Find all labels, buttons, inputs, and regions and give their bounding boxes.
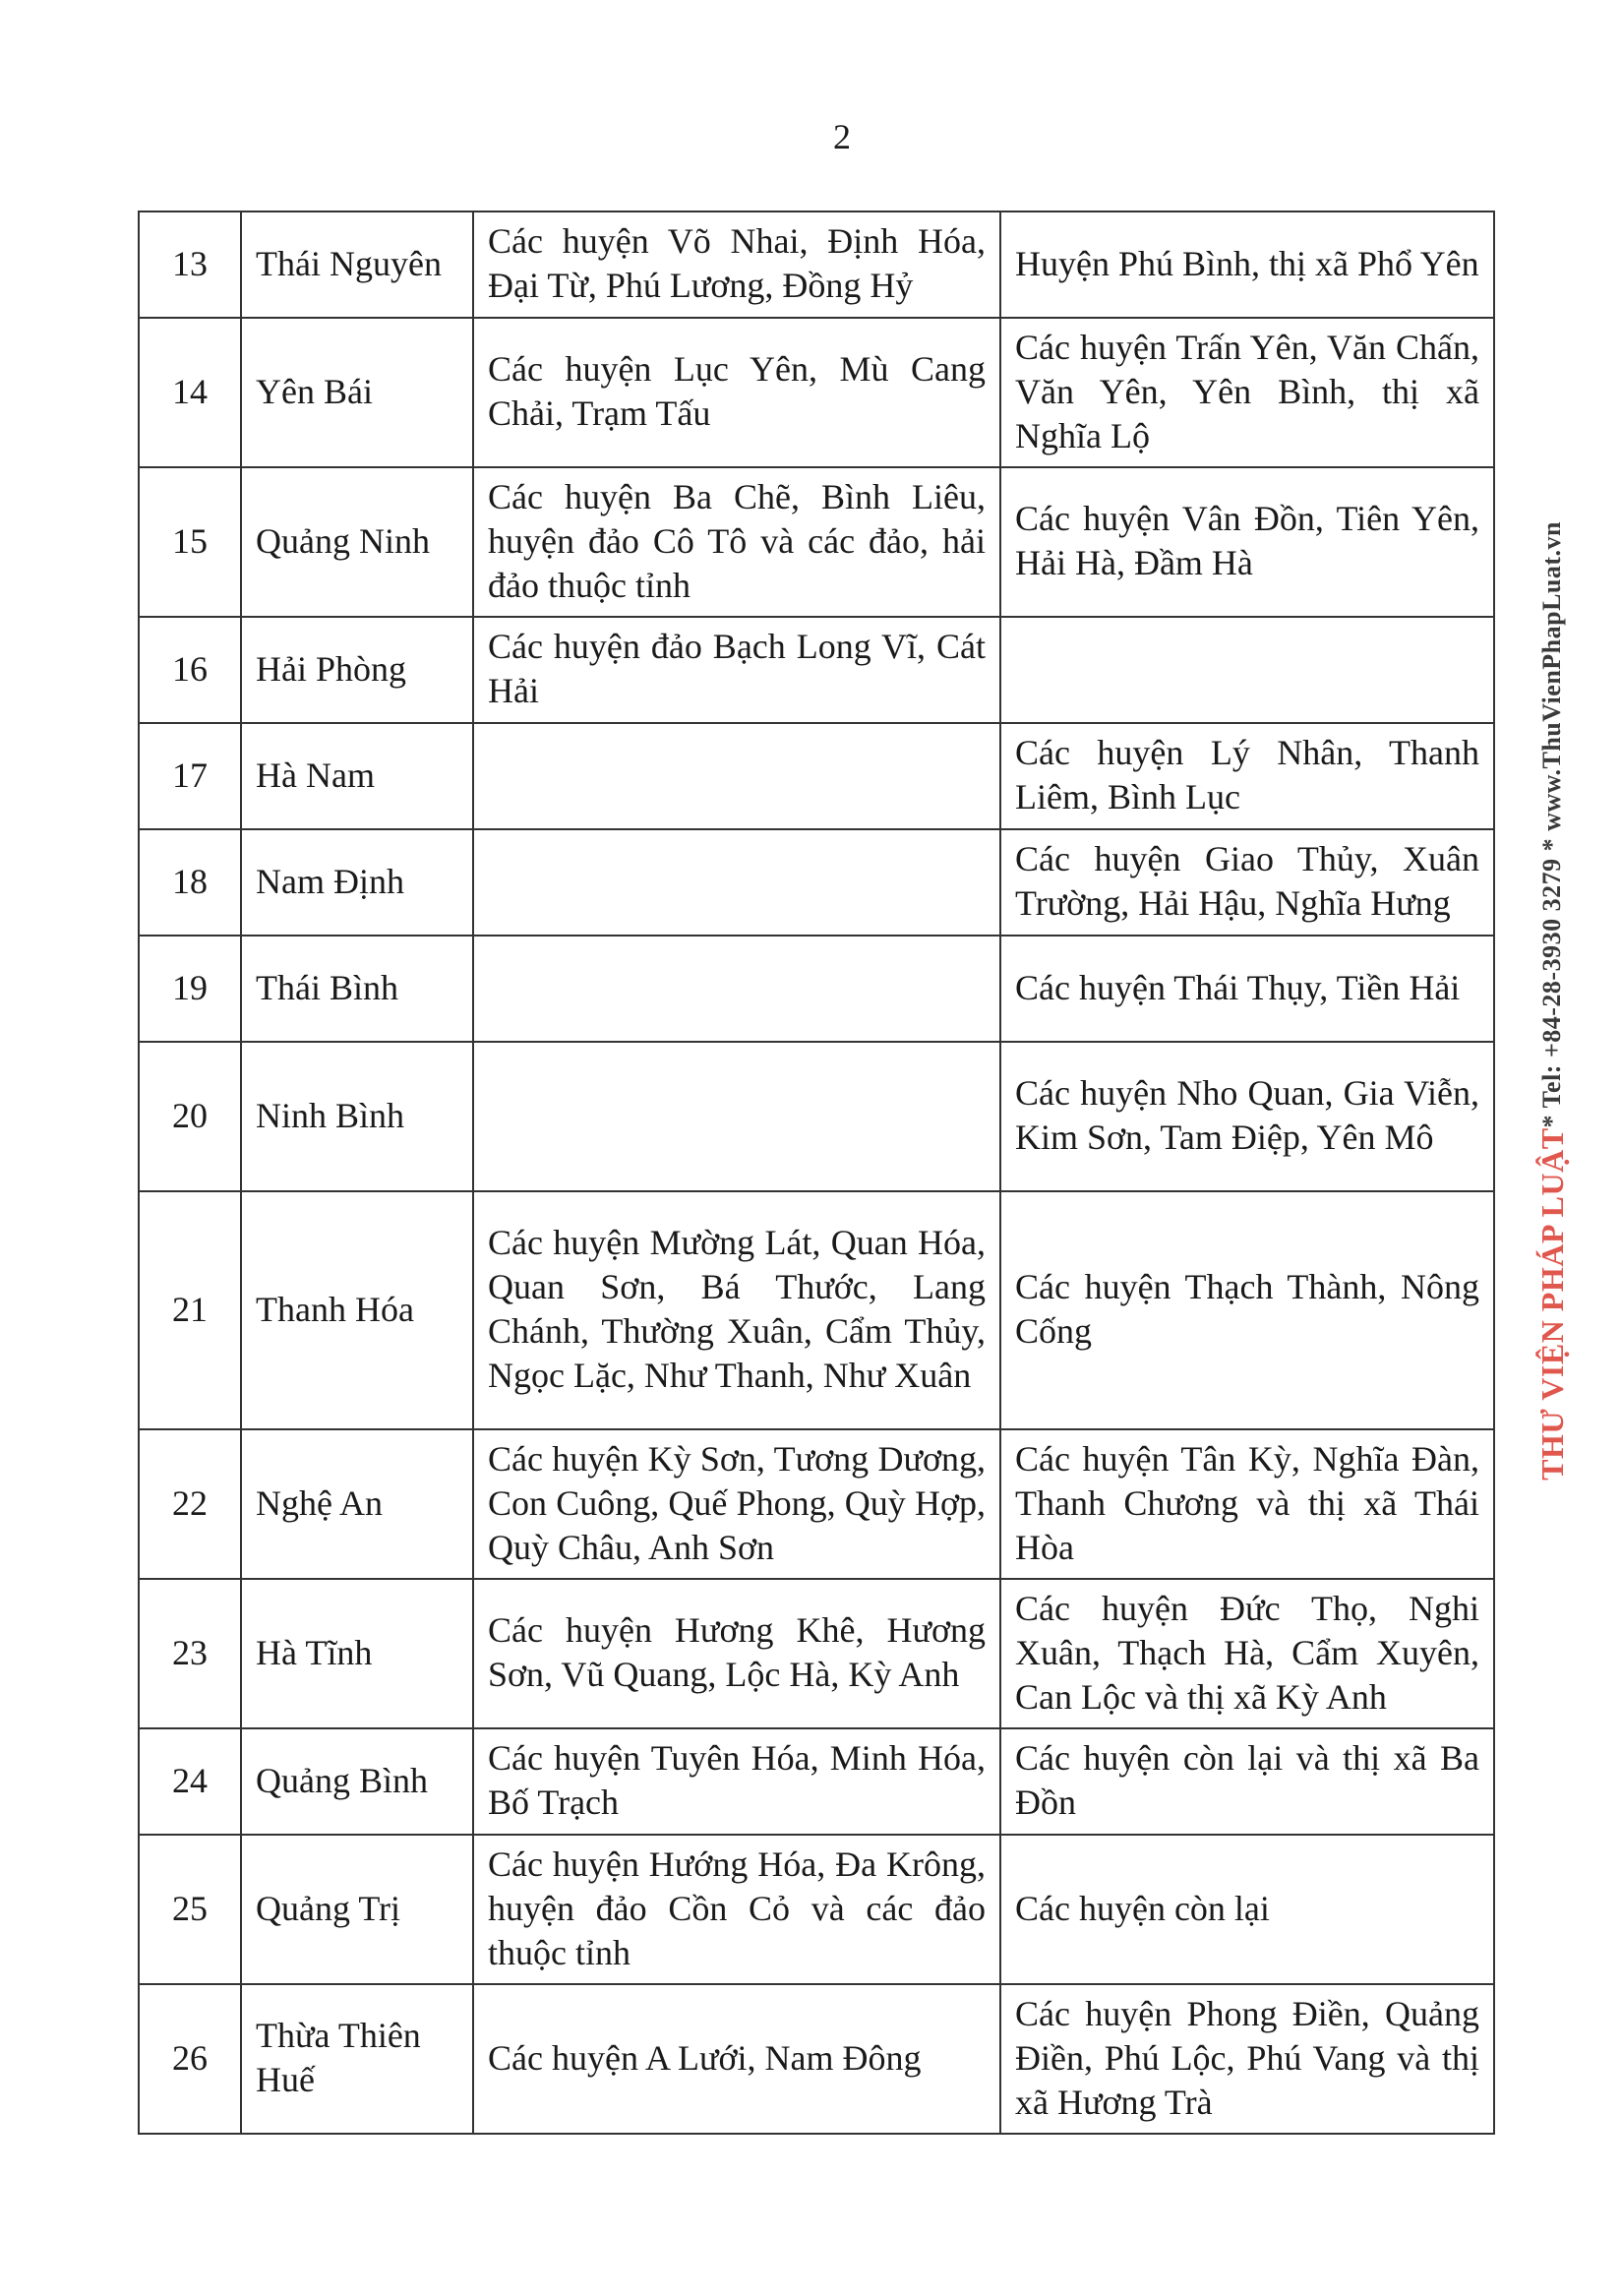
districts-group-a [473, 723, 1000, 829]
districts-group-a: Các huyện Kỳ Sơn, Tương Dương, Con Cuông, Quế Phong, Quỳ Hợp, Quỳ Châu, Anh Sơn [473, 1429, 1000, 1579]
table-row [139, 1835, 1494, 1984]
districts-group-b: Các huyện còn lại và thị xã Ba Đồn [1000, 1728, 1494, 1835]
table-row [139, 723, 1494, 829]
row-number: 18 [139, 829, 241, 936]
table-row [139, 211, 1494, 318]
province-name: Thanh Hóa [241, 1191, 473, 1429]
districts-group-a: Các huyện đảo Bạch Long Vĩ, Cát Hải [473, 617, 1000, 723]
province-name: Nam Định [241, 829, 473, 936]
table-row [139, 617, 1494, 723]
page-number: 2 [833, 117, 851, 156]
table-row [139, 1429, 1494, 1579]
districts-group-a [473, 1042, 1000, 1191]
province-name: Quảng Bình [241, 1728, 473, 1835]
districts-group-b: Các huyện Thái Thụy, Tiền Hải [1000, 936, 1494, 1042]
province-name: Ninh Bình [241, 1042, 473, 1191]
row-number: 26 [139, 1984, 241, 2134]
table-row [139, 467, 1494, 617]
districts-group-a [473, 829, 1000, 936]
table-row [139, 1984, 1494, 2134]
row-number: 22 [139, 1429, 241, 1579]
districts-group-a: Các huyện A Lưới, Nam Đông [473, 1984, 1000, 2134]
region-table [138, 211, 1495, 2135]
row-number: 15 [139, 467, 241, 617]
districts-group-b: Các huyện Lý Nhân, Thanh Liêm, Bình Lục [1000, 723, 1494, 829]
row-number: 25 [139, 1835, 241, 1984]
row-number: 13 [139, 211, 241, 318]
table-row [139, 1579, 1494, 1728]
districts-group-b: Các huyện Giao Thủy, Xuân Trường, Hải Hậu, Nghĩa Hưng [1000, 829, 1494, 936]
province-name: Thái Nguyên [241, 211, 473, 318]
districts-group-a: Các huyện Hương Khê, Hương Sơn, Vũ Quang, Lộc Hà, Kỳ Anh [473, 1579, 1000, 1728]
province-name: Quảng Trị [241, 1835, 473, 1984]
row-number: 23 [139, 1579, 241, 1728]
watermark-contact: * Tel: +84-28-3930 3279 * www.ThuVienPhapLuat.vn [1537, 521, 1566, 1128]
watermark-brand: THƯ VIỆN PHÁP LUẬT [1534, 1127, 1570, 1480]
table-row [139, 318, 1494, 467]
districts-group-b: Các huyện còn lại [1000, 1835, 1494, 1984]
districts-group-a: Các huyện Ba Chẽ, Bình Liêu, huyện đảo Cô Tô và các đảo, hải đảo thuộc tỉnh [473, 467, 1000, 617]
districts-group-b: Các huyện Trấn Yên, Văn Chấn, Văn Yên, Yên Bình, thị xã Nghĩa Lộ [1000, 318, 1494, 467]
districts-group-a: Các huyện Võ Nhai, Định Hóa, Đại Từ, Phú Lương, Đồng Hỷ [473, 211, 1000, 318]
table-row [139, 1728, 1494, 1835]
row-number: 24 [139, 1728, 241, 1835]
province-name: Thừa Thiên Huế [241, 1984, 473, 2134]
districts-group-a: Các huyện Hướng Hóa, Đa Krông, huyện đảo Cồn Cỏ và các đảo thuộc tỉnh [473, 1835, 1000, 1984]
province-name: Nghệ An [241, 1429, 473, 1579]
row-number: 14 [139, 318, 241, 467]
row-number: 17 [139, 723, 241, 829]
row-number: 19 [139, 936, 241, 1042]
districts-group-b: Các huyện Vân Đồn, Tiên Yên, Hải Hà, Đầm Hà [1000, 467, 1494, 617]
table-row [139, 936, 1494, 1042]
districts-group-b: Các huyện Đức Thọ, Nghi Xuân, Thạch Hà, Cẩm Xuyên, Can Lộc và thị xã Kỳ Anh [1000, 1579, 1494, 1728]
districts-group-a: Các huyện Lục Yên, Mù Cang Chải, Trạm Tấu [473, 318, 1000, 467]
table-row [139, 829, 1494, 936]
row-number: 20 [139, 1042, 241, 1191]
province-name: Hà Tĩnh [241, 1579, 473, 1728]
districts-group-b: Các huyện Tân Kỳ, Nghĩa Đàn, Thanh Chương và thị xã Thái Hòa [1000, 1429, 1494, 1579]
province-name: Hà Nam [241, 723, 473, 829]
province-name: Quảng Ninh [241, 467, 473, 617]
province-name: Hải Phòng [241, 617, 473, 723]
row-number: 16 [139, 617, 241, 723]
table-body [139, 211, 1494, 2134]
districts-group-a [473, 936, 1000, 1042]
districts-group-b: Huyện Phú Bình, thị xã Phổ Yên [1000, 211, 1494, 318]
districts-group-b: Các huyện Thạch Thành, Nông Cống [1000, 1191, 1494, 1429]
province-name: Thái Bình [241, 936, 473, 1042]
row-number: 21 [139, 1191, 241, 1429]
districts-group-b: Các huyện Nho Quan, Gia Viễn, Kim Sơn, Tam Điệp, Yên Mô [1000, 1042, 1494, 1191]
table-row [139, 1042, 1494, 1191]
districts-group-b: Các huyện Phong Điền, Quảng Điền, Phú Lộc, Phú Vang và thị xã Hương Trà [1000, 1984, 1494, 2134]
province-name: Yên Bái [241, 318, 473, 467]
districts-group-a: Các huyện Tuyên Hóa, Minh Hóa, Bố Trạch [473, 1728, 1000, 1835]
districts-group-b [1000, 617, 1494, 723]
watermark [1534, 521, 1571, 1480]
table-row [139, 1191, 1494, 1429]
districts-group-a: Các huyện Mường Lát, Quan Hóa, Quan Sơn, Bá Thước, Lang Chánh, Thường Xuân, Cẩm Thủy, Ngọc Lặc, Như Thanh, Như Xuân [473, 1191, 1000, 1429]
